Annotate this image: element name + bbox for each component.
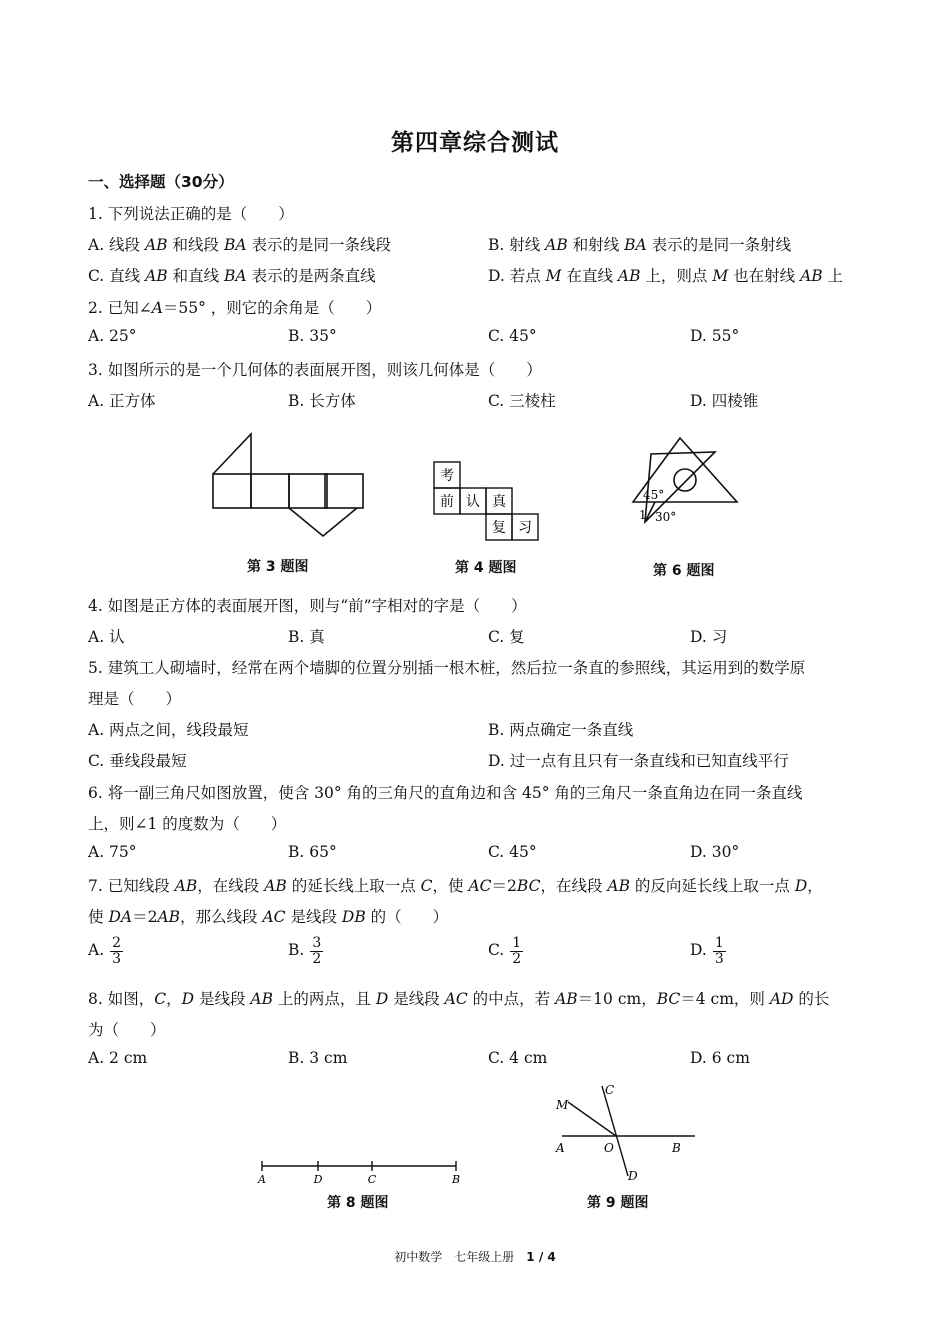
- q6-option-b: B. 65°: [288, 843, 337, 861]
- q1-option-c: C. 直线 AB 和直线 BA 表示的是两条直线: [88, 267, 376, 285]
- q3-option-d: D. 四棱锥: [690, 392, 759, 410]
- fig9-label-o: O: [604, 1141, 614, 1155]
- q8-stem-line1: 8. 如图，C，D 是线段 AB 上的两点，且 D 是线段 AC 的中点，若 AB＝10 cm，BC＝4 cm，则 AD 的长: [88, 990, 830, 1008]
- fig4-cell-fu: 复: [492, 520, 506, 536]
- q8-option-b: B. 3 cm: [288, 1049, 348, 1067]
- q4-option-a: A. 认: [88, 628, 125, 646]
- fig9-label-c: C: [605, 1083, 615, 1097]
- q8-option-d: D. 6 cm: [690, 1049, 750, 1067]
- q6-option-a: A. 75°: [88, 843, 137, 861]
- figure-9-caption: 第 9 题图: [587, 1195, 649, 1211]
- figure-4-caption: 第 4 题图: [455, 560, 517, 576]
- fig4-cell-qian: 前: [440, 494, 454, 510]
- fig6-label-45: 45°: [643, 488, 665, 502]
- q3-option-b: B. 长方体: [288, 392, 356, 410]
- q6-stem-line1: 6. 将一副三角尺如图放置，使含 30° 角的三角尺的直角边和含 45° 角的三角尺一条直角边在同一条直线: [88, 784, 803, 802]
- q5-option-a: A. 两点之间，线段最短: [88, 721, 249, 739]
- q6-option-d: D. 30°: [690, 843, 740, 861]
- q4-option-b: B. 真: [288, 628, 325, 646]
- figure-6-caption: 第 6 题图: [653, 563, 715, 579]
- q4-option-c: C. 复: [488, 628, 525, 646]
- q7-stem-line2: 使 DA＝2AB，那么线段 AC 是线段 DB 的（ ）: [88, 908, 449, 926]
- fig4-cell-zhen: 真: [492, 494, 506, 510]
- fig8-point-a: A: [258, 1173, 266, 1186]
- q6-stem-line2: 上，则∠1 的度数为（ ）: [88, 815, 287, 833]
- fig4-cell-xi: 习: [518, 520, 532, 536]
- q4-stem: 4. 如图是正方体的表面展开图，则与“前”字相对的字是（ ）: [88, 597, 527, 615]
- fig4-cell-ren: 认: [466, 494, 480, 510]
- q8-option-a: A. 2 cm: [88, 1049, 148, 1067]
- q5-option-c: C. 垂线段最短: [88, 752, 187, 770]
- q4-option-d: D. 习: [690, 628, 728, 646]
- q2-option-d: D. 55°: [690, 327, 740, 345]
- q3-stem: 3. 如图所示的是一个几何体的表面展开图，则该几何体是（ ）: [88, 361, 542, 379]
- fig9-label-a: A: [556, 1141, 565, 1155]
- figure-9-lines: [550, 1080, 700, 1184]
- q6-option-c: C. 45°: [488, 843, 537, 861]
- figure-8-caption: 第 8 题图: [327, 1195, 389, 1211]
- fig8-point-d: D: [313, 1173, 323, 1186]
- figure-3-net: [205, 428, 365, 540]
- q7-option-c: C. $\frac{1}{2}$: [488, 935, 522, 967]
- q5-option-d: D. 过一点有且只有一条直线和已知直线平行: [488, 752, 789, 770]
- q1-option-d: D. 若点 M 在直线 AB 上，则点 M 也在射线 AB 上: [488, 267, 844, 285]
- q5-stem-line1: 5. 建筑工人砌墙时，经常在两个墙脚的位置分别插一根木桩，然后拉一条直的参照线，其运用到的数学原: [88, 659, 806, 677]
- q2-option-b: B. 35°: [288, 327, 337, 345]
- fig6-label-30: 30°: [655, 510, 677, 524]
- q5-option-b: B. 两点确定一条直线: [488, 721, 634, 739]
- fig6-label-1: 1: [639, 508, 647, 522]
- footer-subject: 初中数学 七年级上册: [394, 1250, 515, 1264]
- fig9-label-b: B: [672, 1141, 681, 1155]
- fig9-label-d: D: [628, 1169, 638, 1183]
- q2-option-a: A. 25°: [88, 327, 137, 345]
- q3-option-a: A. 正方体: [88, 392, 156, 410]
- q8-stem-line2: 为（ ）: [88, 1021, 166, 1039]
- figure-3-caption: 第 3 题图: [247, 559, 309, 575]
- figure-8-segment: [252, 1156, 466, 1190]
- q3-option-c: C. 三棱柱: [488, 392, 556, 410]
- page-title: 第四章综合测试: [391, 130, 559, 156]
- q5-stem-line2: 理是（ ）: [88, 690, 182, 708]
- q1-stem: 1. 下列说法正确的是（ ）: [88, 205, 294, 223]
- q2-option-c: C. 45°: [488, 327, 537, 345]
- fig8-point-b: B: [451, 1173, 461, 1186]
- q7-option-a: A. $\frac{2}{3}$: [88, 935, 122, 967]
- q7-option-d: D. $\frac{1}{3}$: [690, 935, 724, 967]
- fig9-label-m: M: [556, 1098, 569, 1112]
- q7-option-b: B. $\frac{3}{2}$: [288, 935, 322, 967]
- q1-option-b: B. 射线 AB 和射线 BA 表示的是同一条射线: [488, 236, 792, 254]
- q2-stem: 2. 已知∠A＝55° ，则它的余角是（ ）: [88, 299, 382, 317]
- q7-stem-line1: 7. 已知线段 AB，在线段 AB 的延长线上取一点 C，使 AC＝2BC，在线段 AB 的反向延长线上取一点 D，: [88, 877, 823, 895]
- fig8-point-c: C: [367, 1173, 377, 1186]
- q1-option-a: A. 线段 AB 和线段 BA 表示的是同一条线段: [88, 236, 391, 254]
- q8-option-c: C. 4 cm: [488, 1049, 548, 1067]
- fig4-cell-kao: 考: [440, 468, 454, 484]
- page-footer: [0, 1248, 950, 1265]
- figure-4-cube-net: [430, 458, 542, 544]
- figure-6-set-squares: [625, 432, 745, 532]
- page-number: 1 / 4: [526, 1250, 556, 1264]
- section-heading: 一、选择题（30分）: [88, 173, 234, 191]
